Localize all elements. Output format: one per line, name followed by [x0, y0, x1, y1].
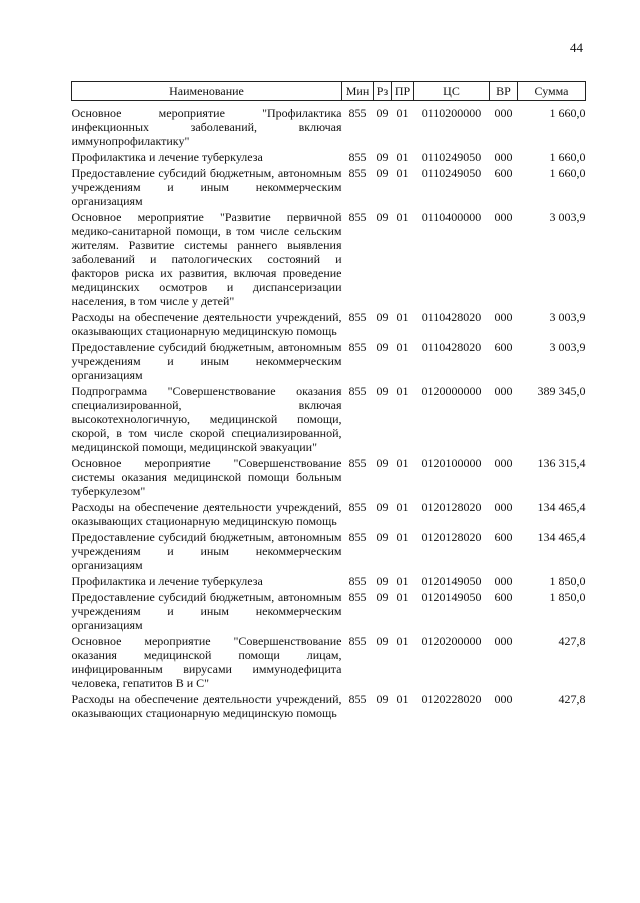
- cell-pr: 01: [396, 106, 409, 120]
- cell-cs: 0110428020: [421, 310, 482, 324]
- cell-vr: 600: [494, 590, 513, 604]
- cell-rz: 09: [376, 384, 389, 398]
- cell-vr: 600: [494, 166, 513, 180]
- cell-cs: 0120200000: [421, 634, 482, 648]
- cell-pr: 01: [396, 530, 409, 544]
- cell-pr: 01: [396, 692, 409, 706]
- cell-vr: 000: [494, 692, 513, 706]
- cell-sum: 1 850,0: [549, 590, 586, 604]
- cell-min: 855: [348, 500, 367, 514]
- cell-rz: 09: [376, 574, 389, 588]
- budget-table: [71, 81, 586, 722]
- cell-sum: 1 660,0: [549, 150, 586, 164]
- cell-sum: 136 315,4: [537, 456, 586, 470]
- cell-vr: 000: [494, 210, 513, 224]
- cell-name: Предоставление субсидий бюджетным, автономным учреждениям и иным некоммерческим организациям: [71, 530, 342, 572]
- table-row: [72, 692, 586, 722]
- cell-pr: 01: [396, 500, 409, 514]
- cell-vr: 600: [494, 530, 513, 544]
- cell-vr: 000: [494, 500, 513, 514]
- table-row: [72, 590, 586, 634]
- table-row: [72, 166, 586, 210]
- cell-rz: 09: [376, 590, 389, 604]
- cell-rz: 09: [376, 500, 389, 514]
- header-cs: ЦС: [414, 82, 490, 101]
- cell-min: 855: [348, 692, 367, 706]
- cell-pr: 01: [396, 574, 409, 588]
- cell-cs: 0120128020: [421, 500, 482, 514]
- cell-sum: 389 345,0: [537, 384, 586, 398]
- cell-name: Основное мероприятие "Профилактика инфекционных заболеваний, включая иммунопрофилактику": [71, 106, 342, 148]
- cell-pr: 01: [396, 210, 409, 224]
- cell-name: Расходы на обеспечение деятельности учреждений, оказывающих стационарную медицинскую помощь: [71, 692, 342, 720]
- cell-pr: 01: [396, 340, 409, 354]
- cell-min: 855: [348, 106, 367, 120]
- table-header-row: [72, 82, 586, 101]
- table-body: [72, 101, 586, 723]
- cell-sum: 3 003,9: [549, 340, 586, 354]
- cell-name: Профилактика и лечение туберкулеза: [71, 150, 263, 164]
- cell-min: 855: [348, 210, 367, 224]
- cell-sum: 427,8: [558, 692, 586, 706]
- table-row: [72, 500, 586, 530]
- cell-cs: 0110400000: [421, 210, 482, 224]
- cell-min: 855: [348, 590, 367, 604]
- cell-cs: 0120100000: [421, 456, 482, 470]
- cell-min: 855: [348, 150, 367, 164]
- cell-name: Расходы на обеспечение деятельности учреждений, оказывающих стационарную медицинскую помощь: [71, 310, 342, 338]
- table-row: [72, 106, 586, 150]
- cell-cs: 0110200000: [421, 106, 482, 120]
- cell-min: 855: [348, 310, 367, 324]
- table-row: [72, 210, 586, 310]
- cell-rz: 09: [376, 340, 389, 354]
- cell-vr: 000: [494, 310, 513, 324]
- cell-pr: 01: [396, 310, 409, 324]
- cell-cs: 0120000000: [421, 384, 482, 398]
- cell-name: Предоставление субсидий бюджетным, автономным учреждениям и иным некоммерческим организациям: [71, 590, 342, 632]
- cell-cs: 0110249050: [421, 150, 482, 164]
- header-pr: ПР: [392, 82, 414, 101]
- table-row: [72, 530, 586, 574]
- cell-rz: 09: [376, 150, 389, 164]
- cell-pr: 01: [396, 634, 409, 648]
- cell-sum: 1 660,0: [549, 106, 586, 120]
- cell-vr: 000: [494, 456, 513, 470]
- cell-rz: 09: [376, 530, 389, 544]
- cell-name: Предоставление субсидий бюджетным, автономным учреждениям и иным некоммерческим организациям: [71, 166, 342, 208]
- cell-cs: 0120128020: [421, 530, 482, 544]
- cell-pr: 01: [396, 384, 409, 398]
- cell-cs: 0120149050: [421, 574, 482, 588]
- cell-rz: 09: [376, 456, 389, 470]
- cell-rz: 09: [376, 166, 389, 180]
- cell-rz: 09: [376, 210, 389, 224]
- cell-min: 855: [348, 530, 367, 544]
- cell-rz: 09: [376, 310, 389, 324]
- table-row: [72, 634, 586, 692]
- cell-rz: 09: [376, 106, 389, 120]
- cell-vr: 000: [494, 384, 513, 398]
- cell-min: 855: [348, 166, 367, 180]
- cell-name: Основное мероприятие "Совершенствование оказания медицинской помощи лицам, инфицированным вирусами иммунодефицита человека, гепатитов В и С": [71, 634, 342, 690]
- cell-vr: 000: [494, 150, 513, 164]
- cell-vr: 600: [494, 340, 513, 354]
- table-row: [72, 574, 586, 590]
- cell-vr: 000: [494, 634, 513, 648]
- cell-pr: 01: [396, 166, 409, 180]
- table-row: [72, 456, 586, 500]
- cell-sum: 3 003,9: [549, 210, 586, 224]
- page-number: 44: [570, 40, 583, 55]
- cell-min: 855: [348, 634, 367, 648]
- cell-sum: 134 465,4: [537, 530, 586, 544]
- cell-sum: 134 465,4: [537, 500, 586, 514]
- cell-cs: 0120228020: [421, 692, 482, 706]
- cell-sum: 1 660,0: [549, 166, 586, 180]
- cell-name: Основное мероприятие "Совершенствование системы оказания медицинской помощи больным туберкулезом": [71, 456, 342, 498]
- cell-vr: 000: [494, 574, 513, 588]
- cell-sum: 427,8: [558, 634, 586, 648]
- header-vr: ВР: [490, 82, 518, 101]
- table-row: [72, 150, 586, 166]
- cell-pr: 01: [396, 150, 409, 164]
- cell-pr: 01: [396, 456, 409, 470]
- cell-name: Подпрограмма "Совершенствование оказания специализированной, включая высокотехнологичную, медицинской помощи, скорой, в том числе скорой специализированной, медицинской помощи, медицинской эвакуации": [71, 384, 342, 454]
- cell-min: 855: [348, 340, 367, 354]
- cell-name: Расходы на обеспечение деятельности учреждений, оказывающих стационарную медицинскую помощь: [71, 500, 342, 528]
- cell-name: Профилактика и лечение туберкулеза: [71, 574, 263, 588]
- cell-cs: 0110428020: [421, 340, 482, 354]
- cell-sum: 1 850,0: [549, 574, 586, 588]
- cell-rz: 09: [376, 692, 389, 706]
- cell-vr: 000: [494, 106, 513, 120]
- header-rz: Рз: [374, 82, 392, 101]
- table-row: [72, 340, 586, 384]
- cell-name: Основное мероприятие "Развитие первичной медико-санитарной помощи, в том числе сельским жителям. Развитие системы раннего выявления заболеваний и патологических состояний и факторов риска их развития, включая проведение медицинских осмотров и диспансеризации населения, в том числе у детей": [71, 210, 342, 308]
- cell-cs: 0120149050: [421, 590, 482, 604]
- cell-min: 855: [348, 456, 367, 470]
- cell-rz: 09: [376, 634, 389, 648]
- cell-cs: 0110249050: [421, 166, 482, 180]
- table-row: [72, 310, 586, 340]
- cell-pr: 01: [396, 590, 409, 604]
- cell-sum: 3 003,9: [549, 310, 586, 324]
- header-sum: Сумма: [518, 82, 586, 101]
- cell-name: Предоставление субсидий бюджетным, автономным учреждениям и иным некоммерческим организациям: [71, 340, 342, 382]
- header-min: Мин: [342, 82, 374, 101]
- cell-min: 855: [348, 574, 367, 588]
- header-name: Наименование: [72, 82, 342, 101]
- table-row: [72, 384, 586, 456]
- cell-min: 855: [348, 384, 367, 398]
